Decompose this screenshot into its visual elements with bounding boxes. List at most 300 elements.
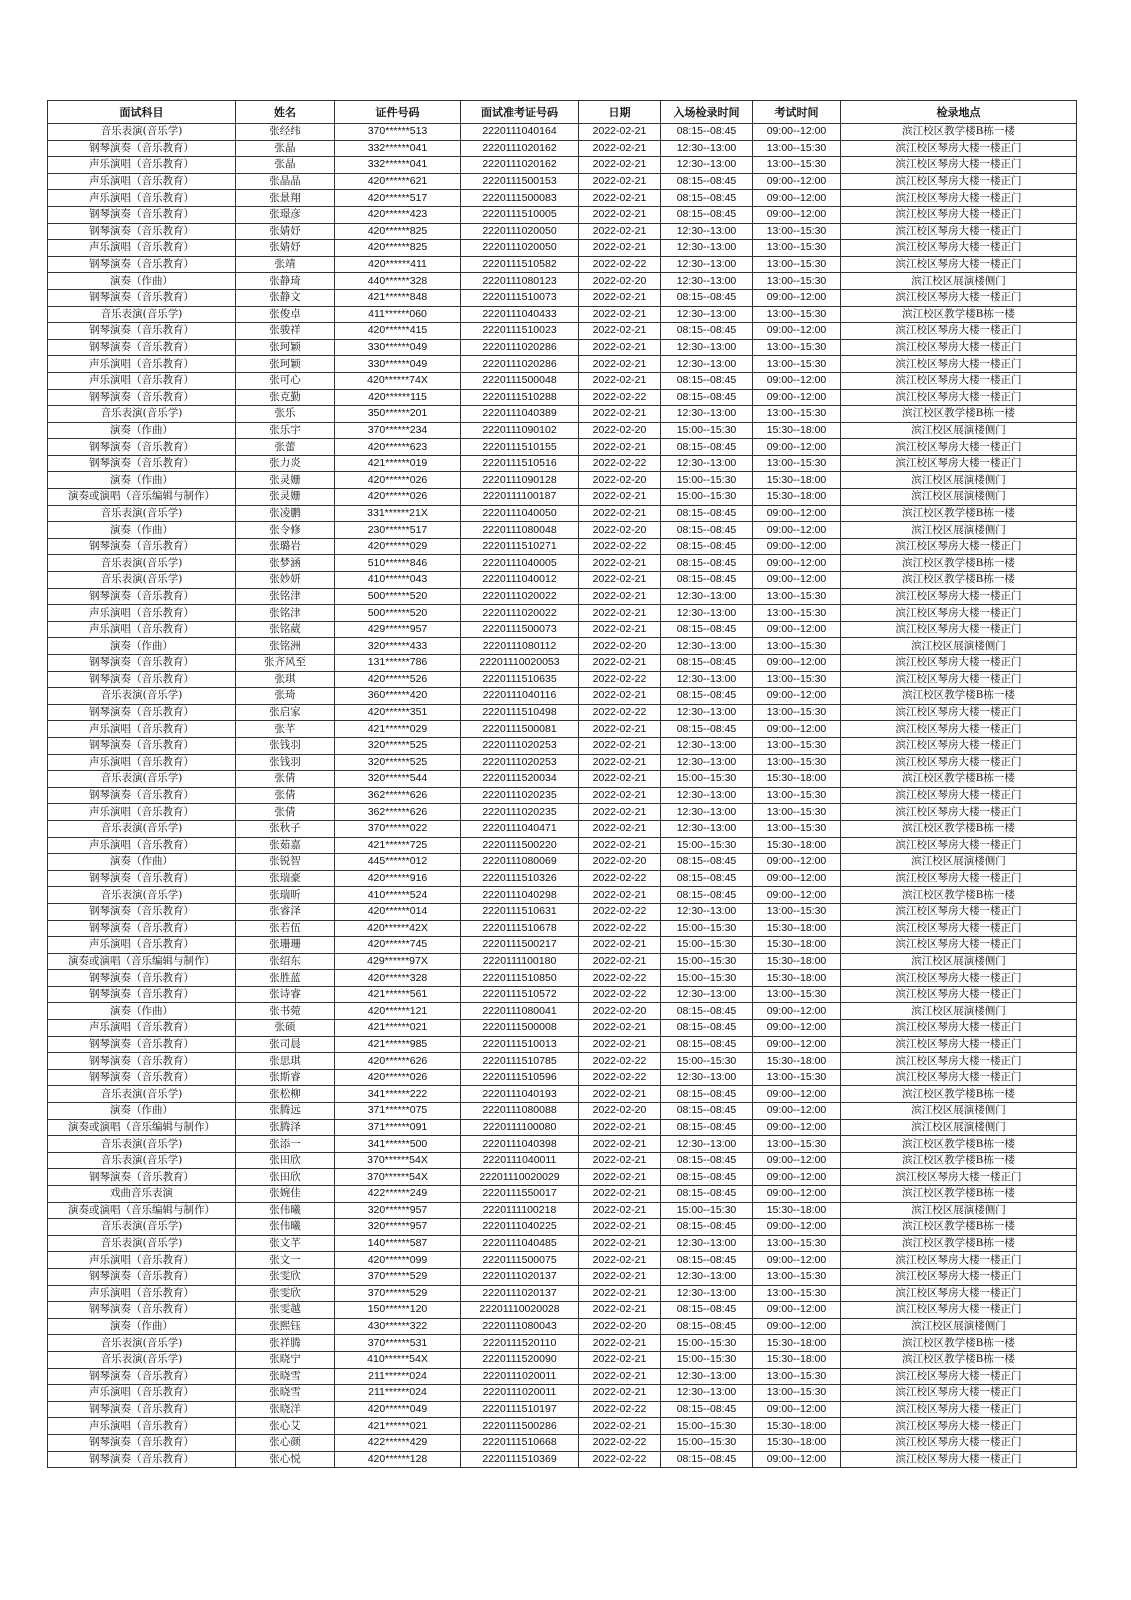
subject-cell: 音乐表演(音乐学) xyxy=(48,820,236,837)
table-row xyxy=(48,920,1077,937)
name-cell: 张琦 xyxy=(236,688,335,705)
checkin-time-cell: 12:30--13:00 xyxy=(661,223,753,240)
location-cell: 滨江校区展演楼侧门 xyxy=(841,522,1077,539)
checkin-time-cell: 08:15--08:45 xyxy=(661,173,753,190)
exam-time-cell: 09:00--12:00 xyxy=(753,854,841,871)
checkin-time-cell: 12:30--13:00 xyxy=(661,1136,753,1153)
name-cell: 张秋子 xyxy=(236,820,335,837)
subject-cell: 声乐演唱（音乐教育） xyxy=(48,837,236,854)
date-cell: 2022-02-21 xyxy=(579,555,661,572)
table-row xyxy=(48,1136,1077,1153)
checkin-time-cell: 12:30--13:00 xyxy=(661,754,753,771)
table-row xyxy=(48,953,1077,970)
subject-cell: 音乐表演(音乐学) xyxy=(48,1219,236,1236)
id-number-cell: 410******54X xyxy=(335,1351,461,1368)
date-cell: 2022-02-21 xyxy=(579,439,661,456)
admission-number-cell: 2220111020162 xyxy=(461,157,579,174)
location-cell: 滨江校区琴房大楼一楼正门 xyxy=(841,737,1077,754)
id-number-cell: 420******351 xyxy=(335,704,461,721)
exam-time-cell: 09:00--12:00 xyxy=(753,439,841,456)
admission-number-cell: 2220111080043 xyxy=(461,1318,579,1335)
admission-number-cell: 2220111510668 xyxy=(461,1434,579,1451)
id-number-cell: 420******916 xyxy=(335,870,461,887)
location-cell: 滨江校区展演楼侧门 xyxy=(841,489,1077,506)
date-cell: 2022-02-21 xyxy=(579,505,661,522)
checkin-time-cell: 12:30--13:00 xyxy=(661,256,753,273)
table-row xyxy=(48,206,1077,223)
subject-cell: 声乐演唱（音乐教育） xyxy=(48,1285,236,1302)
id-number-cell: 420******099 xyxy=(335,1252,461,1269)
subject-cell: 钢琴演奏（音乐教育） xyxy=(48,704,236,721)
date-cell: 2022-02-21 xyxy=(579,157,661,174)
location-cell: 滨江校区教学楼B栋一楼 xyxy=(841,688,1077,705)
admission-number-cell: 2220111020050 xyxy=(461,240,579,257)
date-cell: 2022-02-21 xyxy=(579,124,661,141)
admission-number-cell: 22201110020029 xyxy=(461,1169,579,1186)
date-cell: 2022-02-21 xyxy=(579,1202,661,1219)
location-cell: 滨江校区琴房大楼一楼正门 xyxy=(841,1434,1077,1451)
date-cell: 2022-02-20 xyxy=(579,522,661,539)
table-row xyxy=(48,1351,1077,1368)
date-cell: 2022-02-22 xyxy=(579,1451,661,1468)
table-row xyxy=(48,1086,1077,1103)
date-cell: 2022-02-21 xyxy=(579,688,661,705)
name-cell: 张雯欣 xyxy=(236,1268,335,1285)
exam-time-cell: 09:00--12:00 xyxy=(753,1020,841,1037)
location-cell: 滨江校区琴房大楼一楼正门 xyxy=(841,804,1077,821)
exam-time-cell: 13:00--15:30 xyxy=(753,1368,841,1385)
subject-cell: 音乐表演(音乐学) xyxy=(48,1235,236,1252)
exam-time-cell: 13:00--15:30 xyxy=(753,638,841,655)
id-number-cell: 330******049 xyxy=(335,356,461,373)
location-cell: 滨江校区展演楼侧门 xyxy=(841,1318,1077,1335)
id-number-cell: 150******120 xyxy=(335,1302,461,1319)
date-cell: 2022-02-20 xyxy=(579,854,661,871)
id-number-cell: 429******957 xyxy=(335,621,461,638)
subject-cell: 声乐演唱（音乐教育） xyxy=(48,937,236,954)
name-cell: 张晶 xyxy=(236,157,335,174)
checkin-time-cell: 08:15--08:45 xyxy=(661,323,753,340)
checkin-time-cell: 12:30--13:00 xyxy=(661,671,753,688)
subject-cell: 钢琴演奏（音乐教育） xyxy=(48,323,236,340)
admission-number-cell: 2220111040433 xyxy=(461,306,579,323)
location-cell: 滨江校区琴房大楼一楼正门 xyxy=(841,439,1077,456)
table-row xyxy=(48,1202,1077,1219)
checkin-time-cell: 12:30--13:00 xyxy=(661,1385,753,1402)
admission-number-cell: 2220111040164 xyxy=(461,124,579,141)
checkin-time-cell: 08:15--08:45 xyxy=(661,1003,753,1020)
name-cell: 张铭葳 xyxy=(236,621,335,638)
date-cell: 2022-02-22 xyxy=(579,1401,661,1418)
id-number-cell: 320******525 xyxy=(335,754,461,771)
date-cell: 2022-02-20 xyxy=(579,273,661,290)
name-cell: 张经纬 xyxy=(236,124,335,141)
admission-number-cell: 2220111080041 xyxy=(461,1003,579,1020)
subject-cell: 音乐表演(音乐学) xyxy=(48,1335,236,1352)
id-number-cell: 331******21X xyxy=(335,505,461,522)
location-cell: 滨江校区展演楼侧门 xyxy=(841,273,1077,290)
subject-cell: 钢琴演奏（音乐教育） xyxy=(48,671,236,688)
checkin-time-cell: 12:30--13:00 xyxy=(661,737,753,754)
location-cell: 滨江校区琴房大楼一楼正门 xyxy=(841,937,1077,954)
table-row xyxy=(48,140,1077,157)
checkin-time-cell: 08:15--08:45 xyxy=(661,389,753,406)
id-number-cell: 420******014 xyxy=(335,903,461,920)
table-row xyxy=(48,289,1077,306)
date-cell: 2022-02-22 xyxy=(579,903,661,920)
name-cell: 张铭津 xyxy=(236,605,335,622)
location-cell: 滨江校区教学楼B栋一楼 xyxy=(841,820,1077,837)
table-row xyxy=(48,704,1077,721)
location-cell: 滨江校区琴房大楼一楼正门 xyxy=(841,240,1077,257)
checkin-time-cell: 08:15--08:45 xyxy=(661,206,753,223)
exam-time-cell: 15:30--18:00 xyxy=(753,920,841,937)
id-number-cell: 332******041 xyxy=(335,140,461,157)
table-row xyxy=(48,688,1077,705)
subject-cell: 声乐演唱（音乐教育） xyxy=(48,356,236,373)
subject-cell: 演奏（作曲） xyxy=(48,638,236,655)
exam-time-cell: 09:00--12:00 xyxy=(753,1103,841,1120)
admission-number-cell: 2220111510073 xyxy=(461,289,579,306)
subject-cell: 演奏（作曲） xyxy=(48,1103,236,1120)
exam-time-cell: 09:00--12:00 xyxy=(753,1451,841,1468)
date-cell: 2022-02-21 xyxy=(579,837,661,854)
id-number-cell: 430******322 xyxy=(335,1318,461,1335)
name-cell: 张瑞昕 xyxy=(236,887,335,904)
checkin-time-cell: 15:00--15:30 xyxy=(661,489,753,506)
admission-number-cell: 2220111040225 xyxy=(461,1219,579,1236)
id-number-cell: 320******525 xyxy=(335,737,461,754)
exam-time-cell: 13:00--15:30 xyxy=(753,1069,841,1086)
checkin-time-cell: 08:15--08:45 xyxy=(661,522,753,539)
exam-time-cell: 15:30--18:00 xyxy=(753,489,841,506)
admission-number-cell: 2220111100180 xyxy=(461,953,579,970)
checkin-time-cell: 12:30--13:00 xyxy=(661,1368,753,1385)
name-cell: 张倩 xyxy=(236,771,335,788)
table-row xyxy=(48,804,1077,821)
id-number-cell: 211******024 xyxy=(335,1368,461,1385)
subject-cell: 钢琴演奏（音乐教育） xyxy=(48,903,236,920)
name-cell: 张文一 xyxy=(236,1252,335,1269)
location-cell: 滨江校区教学楼B栋一楼 xyxy=(841,1335,1077,1352)
admission-number-cell: 2220111510631 xyxy=(461,903,579,920)
table-row xyxy=(48,820,1077,837)
date-cell: 2022-02-21 xyxy=(579,1351,661,1368)
id-number-cell: 420******825 xyxy=(335,240,461,257)
exam-time-cell: 09:00--12:00 xyxy=(753,389,841,406)
name-cell: 张灵姗 xyxy=(236,489,335,506)
name-cell: 张景翔 xyxy=(236,190,335,207)
date-cell: 2022-02-22 xyxy=(579,970,661,987)
subject-cell: 演奏或演唱（音乐编辑与制作） xyxy=(48,1202,236,1219)
checkin-time-cell: 12:30--13:00 xyxy=(661,986,753,1003)
table-row xyxy=(48,1451,1077,1468)
id-number-cell: 370******531 xyxy=(335,1335,461,1352)
subject-cell: 演奏或演唱（音乐编辑与制作） xyxy=(48,489,236,506)
admission-number-cell: 2220111500220 xyxy=(461,837,579,854)
checkin-time-cell: 08:15--08:45 xyxy=(661,621,753,638)
admission-number-cell: 2220111520034 xyxy=(461,771,579,788)
name-cell: 张晶 xyxy=(236,140,335,157)
table-row xyxy=(48,1385,1077,1402)
name-cell: 张可心 xyxy=(236,372,335,389)
name-cell: 张晓洋 xyxy=(236,1401,335,1418)
location-cell: 滨江校区教学楼B栋一楼 xyxy=(841,1219,1077,1236)
subject-cell: 钢琴演奏（音乐教育） xyxy=(48,1434,236,1451)
date-cell: 2022-02-21 xyxy=(579,1302,661,1319)
date-cell: 2022-02-22 xyxy=(579,1053,661,1070)
date-cell: 2022-02-21 xyxy=(579,306,661,323)
date-cell: 2022-02-22 xyxy=(579,704,661,721)
name-cell: 张睿泽 xyxy=(236,903,335,920)
location-cell: 滨江校区琴房大楼一楼正门 xyxy=(841,1036,1077,1053)
table-row xyxy=(48,505,1077,522)
admission-number-cell: 2220111040471 xyxy=(461,820,579,837)
subject-cell: 音乐表演(音乐学) xyxy=(48,555,236,572)
admission-number-cell: 2220111040050 xyxy=(461,505,579,522)
checkin-time-cell: 08:15--08:45 xyxy=(661,372,753,389)
location-cell: 滨江校区琴房大楼一楼正门 xyxy=(841,605,1077,622)
exam-time-cell: 09:00--12:00 xyxy=(753,323,841,340)
subject-cell: 演奏或演唱（音乐编辑与制作） xyxy=(48,953,236,970)
subject-cell: 声乐演唱（音乐教育） xyxy=(48,1020,236,1037)
checkin-time-cell: 08:15--08:45 xyxy=(661,555,753,572)
table-row xyxy=(48,1368,1077,1385)
checkin-time-cell: 08:15--08:45 xyxy=(661,887,753,904)
subject-cell: 钢琴演奏（音乐教育） xyxy=(48,1401,236,1418)
date-cell: 2022-02-22 xyxy=(579,1434,661,1451)
id-number-cell: 420******745 xyxy=(335,937,461,954)
date-cell: 2022-02-21 xyxy=(579,771,661,788)
date-cell: 2022-02-20 xyxy=(579,422,661,439)
name-cell: 张芊 xyxy=(236,721,335,738)
subject-cell: 音乐表演(音乐学) xyxy=(48,1136,236,1153)
checkin-time-cell: 08:15--08:45 xyxy=(661,124,753,141)
exam-time-cell: 09:00--12:00 xyxy=(753,1318,841,1335)
exam-time-cell: 15:30--18:00 xyxy=(753,472,841,489)
location-cell: 滨江校区琴房大楼一楼正门 xyxy=(841,389,1077,406)
exam-time-cell: 13:00--15:30 xyxy=(753,588,841,605)
exam-time-cell: 15:30--18:00 xyxy=(753,1351,841,1368)
id-number-cell: 420******115 xyxy=(335,389,461,406)
name-cell: 张心颜 xyxy=(236,1434,335,1451)
date-cell: 2022-02-21 xyxy=(579,1119,661,1136)
table-row xyxy=(48,1119,1077,1136)
table-row xyxy=(48,190,1077,207)
id-number-cell: 332******041 xyxy=(335,157,461,174)
date-cell: 2022-02-21 xyxy=(579,1285,661,1302)
name-cell: 张倩 xyxy=(236,787,335,804)
exam-time-cell: 09:00--12:00 xyxy=(753,1186,841,1203)
name-cell: 张伟曦 xyxy=(236,1219,335,1236)
checkin-time-cell: 15:00--15:30 xyxy=(661,970,753,987)
exam-time-cell: 09:00--12:00 xyxy=(753,289,841,306)
id-number-cell: 370******513 xyxy=(335,124,461,141)
exam-time-cell: 13:00--15:30 xyxy=(753,787,841,804)
exam-time-cell: 13:00--15:30 xyxy=(753,223,841,240)
location-cell: 滨江校区展演楼侧门 xyxy=(841,1119,1077,1136)
admission-number-cell: 2220111510197 xyxy=(461,1401,579,1418)
table-row xyxy=(48,538,1077,555)
date-cell: 2022-02-21 xyxy=(579,737,661,754)
date-cell: 2022-02-22 xyxy=(579,256,661,273)
name-cell: 张珂颖 xyxy=(236,339,335,356)
location-cell: 滨江校区教学楼B栋一楼 xyxy=(841,1136,1077,1153)
table-row xyxy=(48,306,1077,323)
name-cell: 张乐宇 xyxy=(236,422,335,439)
location-cell: 滨江校区琴房大楼一楼正门 xyxy=(841,339,1077,356)
table-row xyxy=(48,455,1077,472)
location-cell: 滨江校区琴房大楼一楼正门 xyxy=(841,206,1077,223)
date-cell: 2022-02-20 xyxy=(579,1318,661,1335)
name-cell: 张硕 xyxy=(236,1020,335,1037)
id-number-cell: 420******128 xyxy=(335,1451,461,1468)
header-name: 姓名 xyxy=(236,101,335,124)
location-cell: 滨江校区琴房大楼一楼正门 xyxy=(841,754,1077,771)
admission-number-cell: 2220111500073 xyxy=(461,621,579,638)
name-cell: 张妙妍 xyxy=(236,572,335,589)
exam-time-cell: 13:00--15:30 xyxy=(753,406,841,423)
table-row xyxy=(48,1418,1077,1435)
date-cell: 2022-02-21 xyxy=(579,372,661,389)
date-cell: 2022-02-21 xyxy=(579,621,661,638)
date-cell: 2022-02-21 xyxy=(579,356,661,373)
id-number-cell: 131******786 xyxy=(335,655,461,672)
table-row xyxy=(48,621,1077,638)
exam-time-cell: 09:00--12:00 xyxy=(753,522,841,539)
date-cell: 2022-02-21 xyxy=(579,721,661,738)
table-row xyxy=(48,986,1077,1003)
id-number-cell: 420******623 xyxy=(335,439,461,456)
table-row xyxy=(48,406,1077,423)
id-number-cell: 429******97X xyxy=(335,953,461,970)
exam-time-cell: 09:00--12:00 xyxy=(753,572,841,589)
id-number-cell: 320******957 xyxy=(335,1219,461,1236)
admission-number-cell: 2220111510498 xyxy=(461,704,579,721)
admission-number-cell: 2220111020050 xyxy=(461,223,579,240)
date-cell: 2022-02-21 xyxy=(579,655,661,672)
date-cell: 2022-02-21 xyxy=(579,1268,661,1285)
admission-number-cell: 2220111020253 xyxy=(461,737,579,754)
admission-number-cell: 2220111520090 xyxy=(461,1351,579,1368)
location-cell: 滨江校区琴房大楼一楼正门 xyxy=(841,1268,1077,1285)
admission-number-cell: 2220111040298 xyxy=(461,887,579,904)
date-cell: 2022-02-21 xyxy=(579,1385,661,1402)
date-cell: 2022-02-21 xyxy=(579,240,661,257)
admission-number-cell: 2220111510785 xyxy=(461,1053,579,1070)
checkin-time-cell: 08:15--08:45 xyxy=(661,505,753,522)
table-row xyxy=(48,522,1077,539)
exam-time-cell: 13:00--15:30 xyxy=(753,256,841,273)
checkin-time-cell: 15:00--15:30 xyxy=(661,837,753,854)
subject-cell: 音乐表演(音乐学) xyxy=(48,572,236,589)
date-cell: 2022-02-21 xyxy=(579,140,661,157)
id-number-cell: 211******024 xyxy=(335,1385,461,1402)
exam-time-cell: 09:00--12:00 xyxy=(753,621,841,638)
table-row xyxy=(48,572,1077,589)
id-number-cell: 370******54X xyxy=(335,1152,461,1169)
checkin-time-cell: 08:15--08:45 xyxy=(661,572,753,589)
table-row xyxy=(48,389,1077,406)
location-cell: 滨江校区琴房大楼一楼正门 xyxy=(841,1418,1077,1435)
name-cell: 张珊珊 xyxy=(236,937,335,954)
admission-number-cell: 22201110020028 xyxy=(461,1302,579,1319)
subject-cell: 钢琴演奏（音乐教育） xyxy=(48,1368,236,1385)
exam-time-cell: 09:00--12:00 xyxy=(753,1119,841,1136)
name-cell: 张蕾 xyxy=(236,439,335,456)
exam-time-cell: 09:00--12:00 xyxy=(753,372,841,389)
id-number-cell: 421******561 xyxy=(335,986,461,1003)
checkin-time-cell: 12:30--13:00 xyxy=(661,704,753,721)
name-cell: 张婧妤 xyxy=(236,240,335,257)
admission-number-cell: 2220111040011 xyxy=(461,1152,579,1169)
location-cell: 滨江校区琴房大楼一楼正门 xyxy=(841,157,1077,174)
table-row xyxy=(48,737,1077,754)
subject-cell: 钢琴演奏（音乐教育） xyxy=(48,439,236,456)
admission-number-cell: 2220111040485 xyxy=(461,1235,579,1252)
exam-time-cell: 13:00--15:30 xyxy=(753,339,841,356)
name-cell: 张腾远 xyxy=(236,1103,335,1120)
name-cell: 张克勤 xyxy=(236,389,335,406)
subject-cell: 钢琴演奏（音乐教育） xyxy=(48,538,236,555)
id-number-cell: 420******121 xyxy=(335,1003,461,1020)
location-cell: 滨江校区教学楼B栋一楼 xyxy=(841,505,1077,522)
subject-cell: 声乐演唱（音乐教育） xyxy=(48,621,236,638)
name-cell: 张心艾 xyxy=(236,1418,335,1435)
table-row xyxy=(48,339,1077,356)
subject-cell: 声乐演唱（音乐教育） xyxy=(48,804,236,821)
id-number-cell: 230******517 xyxy=(335,522,461,539)
checkin-time-cell: 12:30--13:00 xyxy=(661,406,753,423)
subject-cell: 音乐表演(音乐学) xyxy=(48,406,236,423)
subject-cell: 钢琴演奏（音乐教育） xyxy=(48,737,236,754)
id-number-cell: 371******091 xyxy=(335,1119,461,1136)
admission-number-cell: 2220111510516 xyxy=(461,455,579,472)
exam-time-cell: 15:30--18:00 xyxy=(753,837,841,854)
name-cell: 张婉佳 xyxy=(236,1186,335,1203)
checkin-time-cell: 15:00--15:30 xyxy=(661,1202,753,1219)
table-row xyxy=(48,1235,1077,1252)
date-cell: 2022-02-22 xyxy=(579,389,661,406)
id-number-cell: 500******520 xyxy=(335,605,461,622)
name-cell: 张田欣 xyxy=(236,1169,335,1186)
name-cell: 张诗睿 xyxy=(236,986,335,1003)
location-cell: 滨江校区琴房大楼一楼正门 xyxy=(841,1385,1077,1402)
checkin-time-cell: 15:00--15:30 xyxy=(661,937,753,954)
location-cell: 滨江校区展演楼侧门 xyxy=(841,1003,1077,1020)
name-cell: 张倩 xyxy=(236,804,335,821)
date-cell: 2022-02-21 xyxy=(579,572,661,589)
admission-number-cell: 2220111040012 xyxy=(461,572,579,589)
checkin-time-cell: 15:00--15:30 xyxy=(661,1418,753,1435)
admission-number-cell: 2220111510596 xyxy=(461,1069,579,1086)
table-row xyxy=(48,870,1077,887)
date-cell: 2022-02-21 xyxy=(579,289,661,306)
exam-time-cell: 09:00--12:00 xyxy=(753,688,841,705)
date-cell: 2022-02-21 xyxy=(579,1219,661,1236)
checkin-time-cell: 15:00--15:30 xyxy=(661,953,753,970)
subject-cell: 声乐演唱（音乐教育） xyxy=(48,173,236,190)
checkin-time-cell: 08:15--08:45 xyxy=(661,1318,753,1335)
name-cell: 张令修 xyxy=(236,522,335,539)
date-cell: 2022-02-20 xyxy=(579,472,661,489)
exam-time-cell: 09:00--12:00 xyxy=(753,190,841,207)
location-cell: 滨江校区教学楼B栋一楼 xyxy=(841,306,1077,323)
exam-time-cell: 09:00--12:00 xyxy=(753,1302,841,1319)
exam-time-cell: 09:00--12:00 xyxy=(753,655,841,672)
subject-cell: 声乐演唱（音乐教育） xyxy=(48,754,236,771)
subject-cell: 钢琴演奏（音乐教育） xyxy=(48,206,236,223)
